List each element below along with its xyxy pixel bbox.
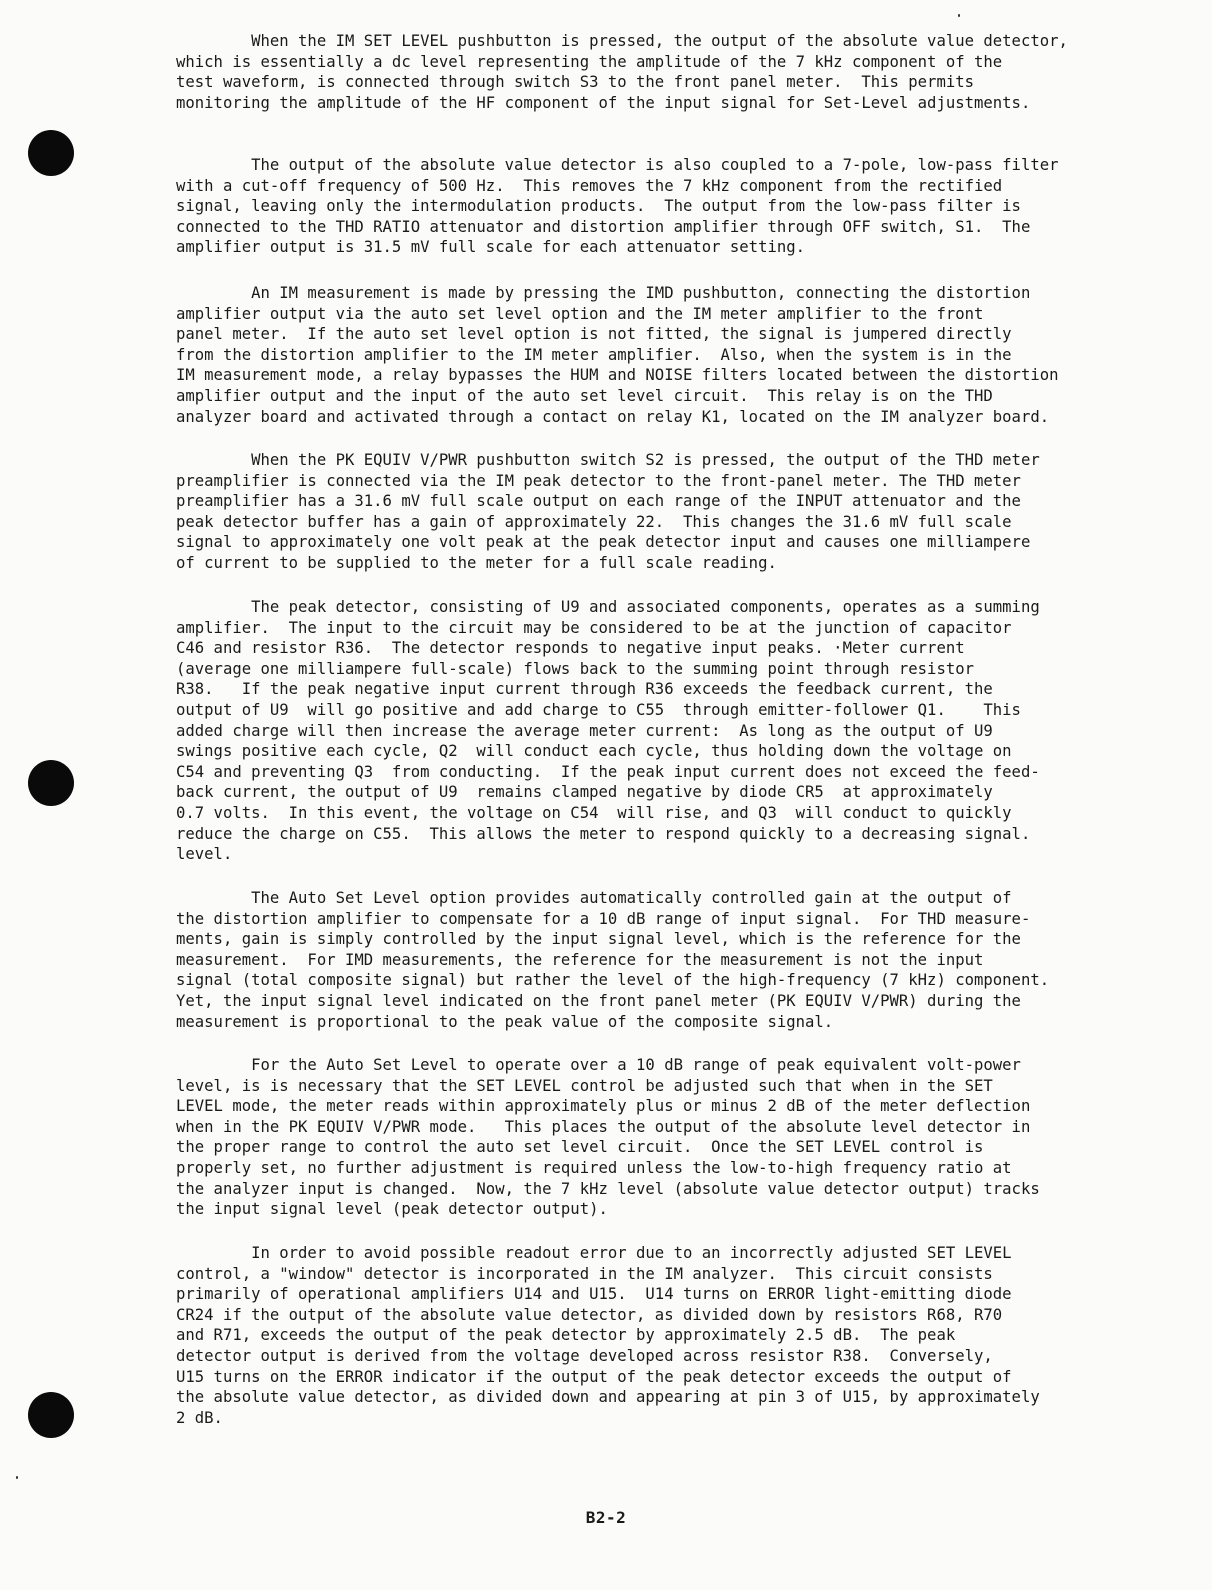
text-line: The peak detector, consisting of U9 and associated components, operates as a summing bbox=[176, 598, 1040, 616]
text-line: amplifier output via the auto set level option and the IM meter amplifier to the front bbox=[176, 304, 984, 323]
text-line: For the Auto Set Level to operate over a 10 dB range of peak equivalent volt-power bbox=[176, 1056, 1021, 1074]
text-line: output of U9 will go positive and add charge to C55 through emitter-follower Q1. This bbox=[176, 700, 1021, 719]
text-line: (average one milliampere full-scale) flows back to the summing point through resistor bbox=[176, 659, 974, 678]
page-number: B2-2 bbox=[585, 1508, 627, 1527]
text-line: An IM measurement is made by pressing the IMD pushbutton, connecting the distortion bbox=[176, 284, 1031, 302]
text-line: when in the PK EQUIV V/PWR mode. This places the output of the absolute level detector in bbox=[176, 1117, 1031, 1136]
text-line: the proper range to control the auto set level circuit. Once the SET LEVEL control is bbox=[176, 1138, 984, 1157]
text-line: peak detector buffer has a gain of approximately 22. This changes the 31.6 mV full scale bbox=[176, 512, 1012, 531]
text-line: Yet, the input signal level indicated on the front panel meter (PK EQUIV V/PWR) during the bbox=[176, 991, 1021, 1010]
text-line: U15 turns on the ERROR indicator if the output of the peak detector exceeds the output of bbox=[176, 1367, 1012, 1386]
text-line: analyzer board and activated through a contact on relay K1, located on the IM analyzer board. bbox=[176, 407, 1050, 426]
text-line: The Auto Set Level option provides automatically controlled gain at the output of bbox=[176, 889, 1012, 907]
binder-hole bbox=[28, 760, 74, 806]
text-line: test waveform, is connected through switch S3 to the front panel meter. This permits bbox=[176, 73, 974, 92]
text-line: which is essentially a dc level representing the amplitude of the 7 kHz component of the bbox=[176, 52, 1003, 71]
text-line: detector output is derived from the voltage developed across resistor R38. Conversely, bbox=[176, 1346, 993, 1365]
text-line: The output of the absolute value detector is also coupled to a 7-pole, low-pass filter bbox=[176, 156, 1059, 174]
text-line: amplifier output and the input of the auto set level circuit. This relay is on the THD bbox=[176, 386, 993, 405]
text-line: the absolute value detector, as divided down and appearing at pin 3 of U15, by approximately bbox=[176, 1388, 1040, 1407]
text-line: 2 dB. bbox=[176, 1408, 223, 1427]
text-line: 0.7 volts. In this event, the voltage on C54 will rise, and Q3 will conduct to quickly bbox=[176, 803, 1012, 822]
body-paragraph bbox=[176, 31, 1176, 113]
text-line: amplifier. The input to the circuit may be considered to be at the junction of capacitor bbox=[176, 618, 1012, 637]
text-line: signal to approximately one volt peak at the peak detector input and causes one milliampere bbox=[176, 533, 1031, 552]
scan-speck bbox=[16, 1476, 18, 1479]
text-line: properly set, no further adjustment is required unless the low-to-high frequency ratio at bbox=[176, 1158, 1012, 1177]
text-line: from the distortion amplifier to the IM meter amplifier. Also, when the system is in the bbox=[176, 345, 1012, 364]
text-line: of current to be supplied to the meter for a full scale reading. bbox=[176, 553, 777, 572]
body-paragraph bbox=[176, 1055, 1176, 1220]
text-line: level. bbox=[176, 845, 233, 864]
body-paragraph bbox=[176, 888, 1176, 1032]
text-line: level, is is necessary that the SET LEVEL control be adjusted such that when in the SET bbox=[176, 1076, 993, 1095]
text-line: measurement is proportional to the peak value of the composite signal. bbox=[176, 1012, 834, 1031]
body-paragraph bbox=[176, 1243, 1176, 1428]
binder-hole bbox=[28, 130, 74, 176]
binder-hole bbox=[28, 1392, 74, 1438]
body-paragraph bbox=[176, 155, 1176, 258]
text-line: control, a "window" detector is incorporated in the IM analyzer. This circuit consists bbox=[176, 1264, 993, 1283]
text-line: LEVEL mode, the meter reads within approximately plus or minus 2 dB of the meter deflection bbox=[176, 1097, 1031, 1116]
text-line: CR24 if the output of the absolute value detector, as divided down by resistors R68, R70 bbox=[176, 1305, 1003, 1324]
text-line: the distortion amplifier to compensate for a 10 dB range of input signal. For THD measure- bbox=[176, 909, 1031, 928]
text-line: C46 and resistor R36. The detector responds to negative input peaks. ·Meter current bbox=[176, 639, 965, 658]
body-paragraph bbox=[176, 450, 1176, 574]
text-line: added charge will then increase the average meter current: As long as the output of U9 bbox=[176, 721, 993, 740]
text-line: swings positive each cycle, Q2 will conduct each cycle, thus holding down the voltage on bbox=[176, 742, 1012, 761]
text-line: reduce the charge on C55. This allows the meter to respond quickly to a decreasing signal. bbox=[176, 824, 1031, 843]
text-line: connected to the THD RATIO attenuator and distortion amplifier through OFF switch, S1. The bbox=[176, 217, 1031, 236]
text-line: measurement. For IMD measurements, the reference for the measurement is not the input bbox=[176, 950, 984, 969]
text-line: C54 and preventing Q3 from conducting. If the peak input current does not exceed the feed- bbox=[176, 762, 1040, 781]
text-line: with a cut-off frequency of 500 Hz. This removes the 7 kHz component from the rectified bbox=[176, 176, 1003, 195]
text-line: amplifier output is 31.5 mV full scale for each attenuator setting. bbox=[176, 238, 806, 257]
text-line: ments, gain is simply controlled by the input signal level, which is the reference for the bbox=[176, 930, 1021, 949]
text-line: preamplifier is connected via the IM peak detector to the front-panel meter. The THD meter bbox=[176, 471, 1021, 490]
text-line: When the PK EQUIV V/PWR pushbutton switch S2 is pressed, the output of the THD meter bbox=[176, 451, 1040, 469]
text-line: back current, the output of U9 remains clamped negative by diode CR5 at approximately bbox=[176, 783, 993, 802]
body-paragraph bbox=[176, 283, 1176, 427]
text-line: R38. If the peak negative input current through R36 exceeds the feedback current, the bbox=[176, 680, 993, 699]
text-line: the analyzer input is changed. Now, the 7 kHz level (absolute value detector output) tracks bbox=[176, 1179, 1040, 1198]
text-line: and R71, exceeds the output of the peak detector by approximately 2.5 dB. The peak bbox=[176, 1326, 956, 1345]
text-line: primarily of operational amplifiers U14 and U15. U14 turns on ERROR light-emitting diode bbox=[176, 1285, 1012, 1304]
text-line: IM measurement mode, a relay bypasses the HUM and NOISE filters located between the distortion bbox=[176, 366, 1059, 385]
text-line: signal, leaving only the intermodulation products. The output from the low-pass filter is bbox=[176, 197, 1021, 216]
text-line: signal (total composite signal) but rather the level of the high-frequency (7 kHz) component. bbox=[176, 971, 1050, 990]
text-line: When the IM SET LEVEL pushbutton is pressed, the output of the absolute value detector, bbox=[176, 32, 1068, 50]
text-line: panel meter. If the auto set level option is not fitted, the signal is jumpered directly bbox=[176, 325, 1012, 344]
text-line: the input signal level (peak detector output). bbox=[176, 1200, 608, 1219]
text-line: In order to avoid possible readout error due to an incorrectly adjusted SET LEVEL bbox=[176, 1244, 1012, 1262]
body-paragraph bbox=[176, 597, 1176, 865]
text-line: preamplifier has a 31.6 mV full scale output on each range of the INPUT attenuator and the bbox=[176, 492, 1021, 511]
text-line: monitoring the amplitude of the HF component of the input signal for Set-Level adjustments. bbox=[176, 93, 1031, 112]
scan-speck bbox=[958, 14, 960, 17]
